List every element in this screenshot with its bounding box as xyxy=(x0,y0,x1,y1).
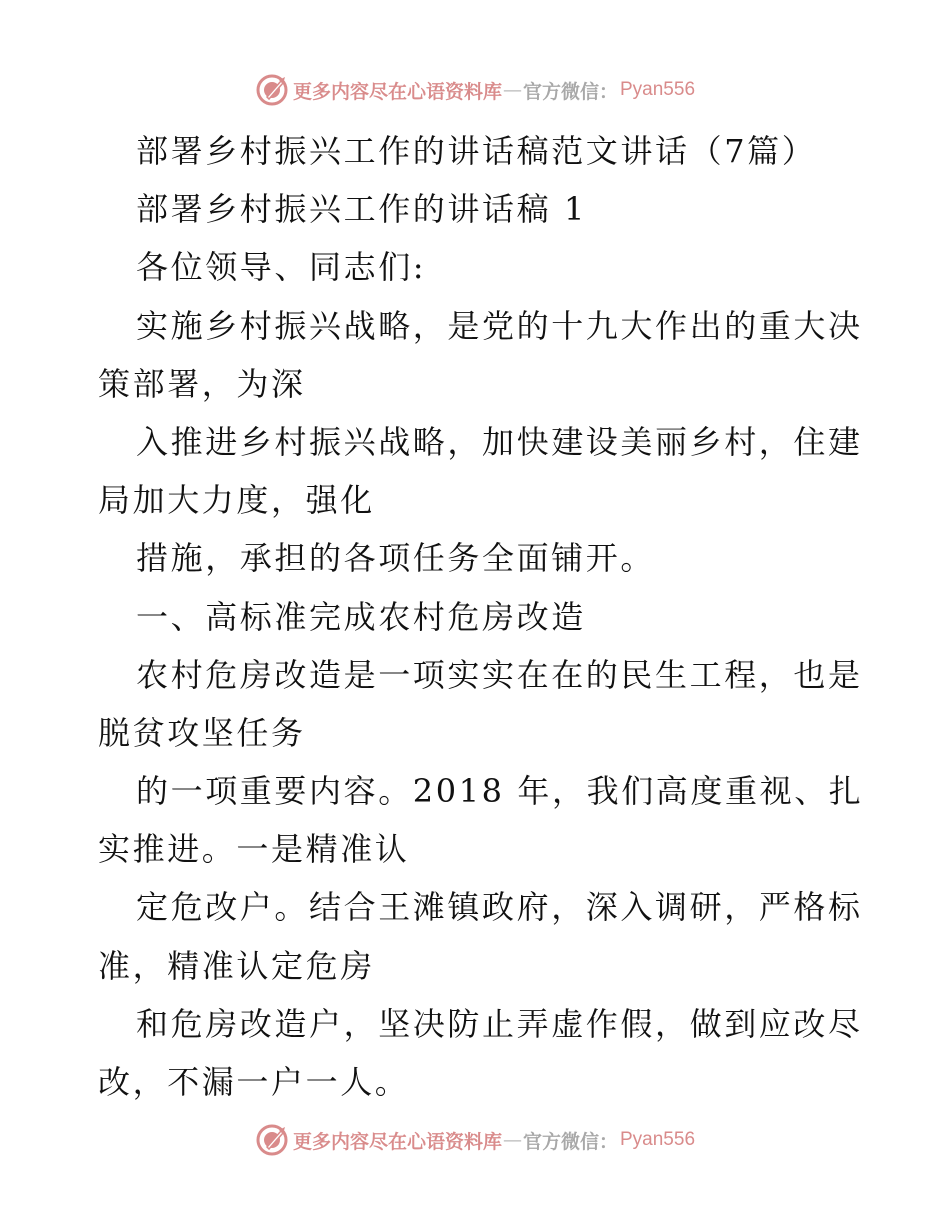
text-line: 局加大力度，强化 xyxy=(98,481,375,520)
watermark-official-label: 官方微信： xyxy=(522,80,618,103)
salutation: 各位领导、同志们: xyxy=(136,248,427,287)
text-line: 定危改户。结合王滩镇政府，深入调研，严格标 xyxy=(136,888,863,927)
document-body xyxy=(98,122,864,1111)
text-line: 实施乡村振兴战略，是党的十九大作出的重大决 xyxy=(136,306,863,345)
brand-logo-icon xyxy=(255,73,289,107)
text-line: 农村危房改造是一项实实在在的民生工程，也是 xyxy=(136,655,863,694)
watermark-wechat-id: Pyan556 xyxy=(620,79,696,100)
watermark-brand: 更多内容尽在心语资料库 xyxy=(292,1130,502,1153)
watermark-wechat-id: Pyan556 xyxy=(620,1129,696,1150)
text-line: 脱贫攻坚任务 xyxy=(98,713,306,752)
watermark-footer xyxy=(0,1120,950,1160)
watermark-header xyxy=(0,70,950,110)
document-title: 部署乡村振兴工作的讲话稿范文讲话（7篇） xyxy=(136,132,817,170)
text-line: 措施，承担的各项任务全面铺开。 xyxy=(136,539,656,578)
text-line: 准，精准认定危房 xyxy=(98,946,375,985)
brand-logo-icon xyxy=(255,1123,289,1157)
text-line: 策部署，为深 xyxy=(98,364,306,403)
text-line: 和危房改造户，坚决防止弄虚作假，做到应改尽 xyxy=(136,1004,863,1043)
watermark-dash: — xyxy=(502,1129,522,1151)
text-line: 实推进。一是精准认 xyxy=(98,830,410,869)
text-line: 改，不漏一户一人。 xyxy=(98,1063,410,1101)
watermark-brand: 更多内容尽在心语资料库 xyxy=(292,80,502,103)
watermark-dash: — xyxy=(502,79,522,101)
text-line: 的一项重要内容。2018 年，我们高度重视、扎 xyxy=(136,772,864,811)
section-heading: 部署乡村振兴工作的讲话稿 1 xyxy=(136,190,587,229)
watermark-official-label: 官方微信： xyxy=(522,1130,618,1153)
text-line: 入推进乡村振兴战略，加快建设美丽乡村，住建 xyxy=(136,422,863,461)
subsection-heading: 一、高标准完成农村危房改造 xyxy=(136,597,586,636)
